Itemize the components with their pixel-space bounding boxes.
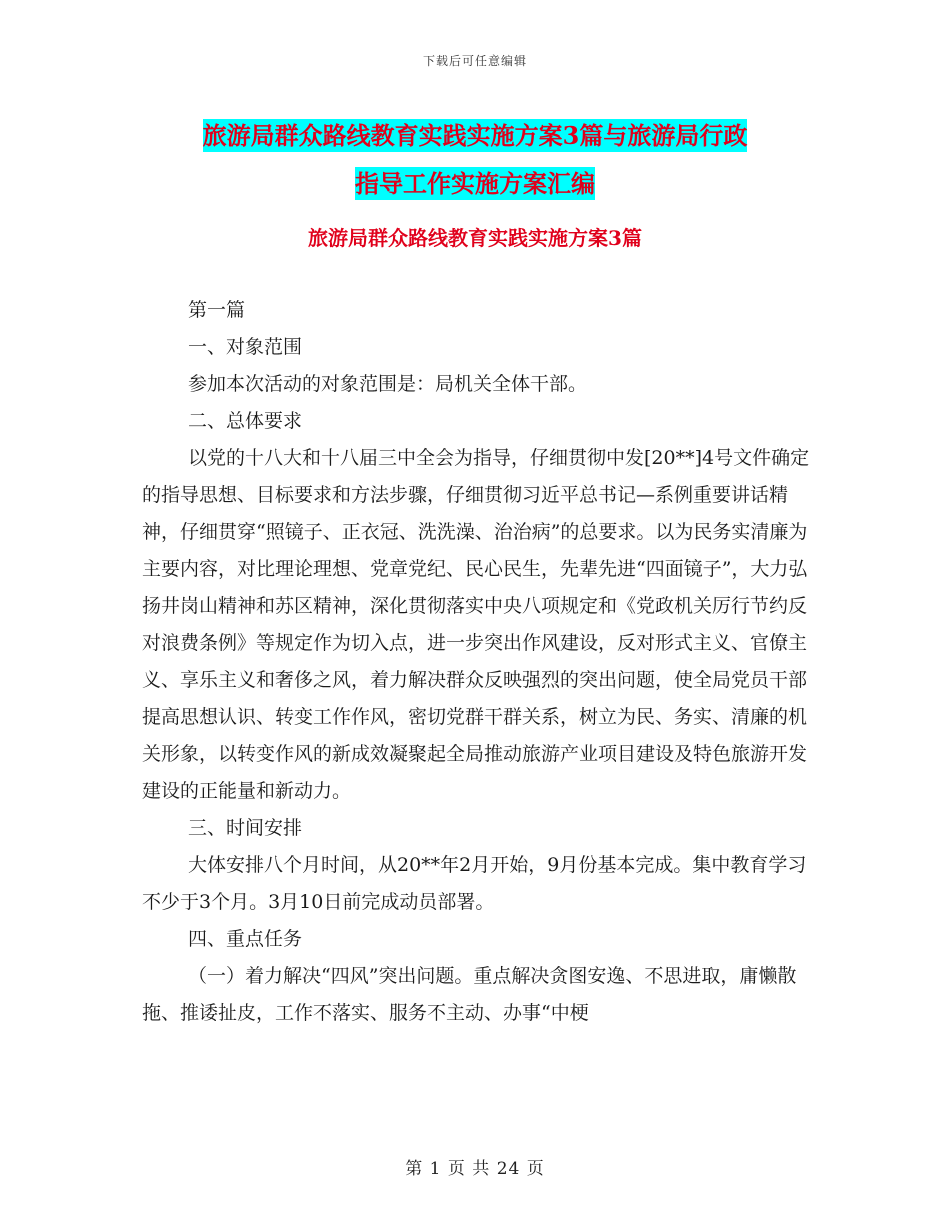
paragraph-scope: 参加本次活动的对象范围是：局机关全体干部。 (188, 373, 588, 395)
section-heading-tasks: 四、重点任务 (188, 928, 303, 950)
part-heading: 第一篇 (188, 299, 246, 321)
document-title (0, 112, 950, 208)
paragraph-tasks: （一）着力解决“四风”突出问题。重点解决贪图安逸、不思进取，庸懒散拖、推诿扯皮，工作不落实、服务不主动、办事“中梗 (142, 965, 797, 1024)
section-heading-requirements: 二、总体要求 (188, 410, 303, 432)
paragraph-schedule: 大体安排八个月时间，从20**年2月开始，9月份基本完成。集中教育学习不少于3个月。3月10日前完成动员部署。 (142, 854, 807, 913)
section-heading-schedule: 三、时间安排 (188, 817, 303, 839)
section-subtitle: 旅游局群众路线教育实践实施方案3篇 (308, 226, 642, 250)
title-line-1: 旅游局群众路线教育实践实施方案3篇与旅游局行政 (202, 121, 748, 150)
document-body (142, 292, 812, 1032)
header-note: 下载后可任意编辑 (422, 54, 527, 68)
section-heading-scope: 一、对象范围 (188, 336, 303, 358)
title-line-2: 指导工作实施方案汇编 (355, 169, 595, 198)
paragraph-requirements: 以党的十八大和十八届三中全会为指导，仔细贯彻中发[20**]4号文件确定的指导思想、目标要求和方法步骤，仔细贯彻习近平总书记—系例重要讲话精神，仔细贯穿“照镜子、正衣冠、洗洗澡、治治病”的总要求。以为民务实清廉为主要内容，对比理论理想、党章党纪、民心民生，先辈先进“四面镜子”，大力弘扬井岗山精神和苏区精神，深化贯彻落实中央八项规定和《党政机关厉行节约反对浪费条例》等规定作为切入点，进一步突出作风建设，反对形式主义、官僚主义、享乐主义和奢侈之风，着力解决群众反映强烈的突出问题，使全局党员干部提高思想认识、转变工作作风，密切党群干群关系，树立为民、务实、清廉的机关形象，以转变作风的新成效凝聚起全局推动旅游产业项目建设及特色旅游开发建设的正能量和新动力。 (142, 447, 810, 802)
page-footer: 第 1 页 共 24 页 (405, 1159, 545, 1179)
